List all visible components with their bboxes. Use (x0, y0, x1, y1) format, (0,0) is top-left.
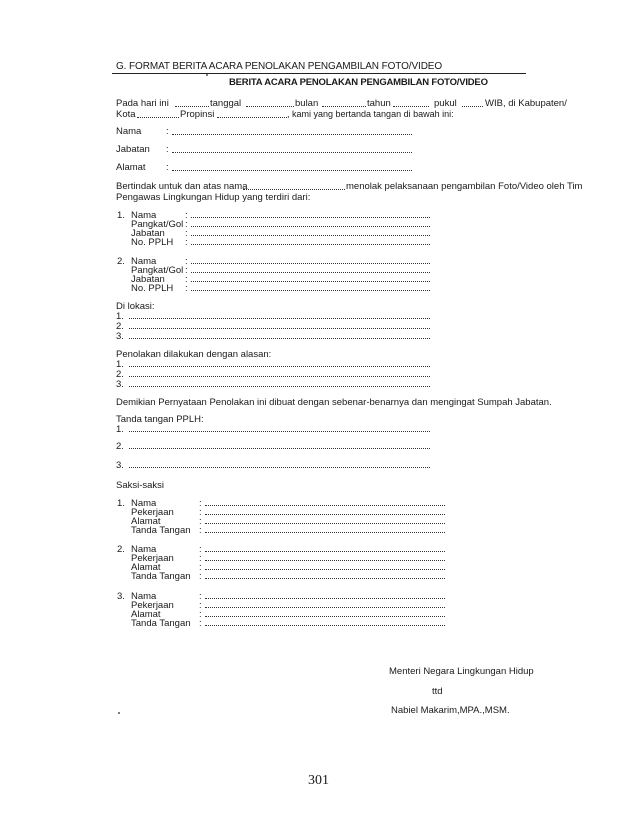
ttd-2-num: 2. (116, 441, 124, 452)
lokasi-2-num: 2. (116, 321, 124, 332)
section-heading: G. FORMAT BERITA ACARA PENOLAKAN PENGAMBILAN FOTO/VIDEO (116, 61, 443, 72)
saksi-2-nama-blank (205, 551, 445, 552)
saksi-2-alamat-blank (205, 569, 445, 570)
saksi-3-pekerjaan-blank (205, 607, 445, 608)
field-jabatan-blank (172, 152, 412, 153)
alasan-1-blank (129, 366, 430, 367)
tahun-blank (393, 106, 429, 107)
team-1-pplh-label: No. PPLH (131, 237, 174, 248)
team-2-pangkat-colon: : (185, 265, 188, 276)
lokasi-1-num: 1. (116, 311, 124, 322)
bertindak-prefix: Bertindak untuk dan atas nama (116, 181, 248, 192)
alasan-2-blank (129, 376, 430, 377)
team-2-pangkat-label: Pangkat/Gol (131, 265, 184, 276)
saksi-1-pekerjaan-blank (205, 514, 445, 515)
opening-bulan: bulan (295, 98, 319, 109)
saksi-3-nama-label: Nama (131, 591, 157, 602)
field-nama-colon: : (166, 126, 169, 137)
saksi-3-ttd-blank (205, 625, 445, 626)
hari-blank (175, 106, 209, 107)
team-member-2-num: 2. (117, 256, 125, 267)
team-2-jabatan-blank (191, 281, 430, 282)
saksi-1-alamat-blank (205, 523, 445, 524)
saksi-3-pekerjaan-colon: : (199, 600, 202, 611)
kota-blank (137, 117, 179, 118)
team-1-jabatan-label: Jabatan (131, 228, 165, 239)
team-1-pangkat-blank (191, 226, 430, 227)
saksi-2-ttd-colon: : (199, 571, 202, 582)
saksi-1-ttd-label: Tanda Tangan (131, 525, 191, 536)
team-1-nama-blank (191, 217, 430, 218)
saksi-1-pekerjaan-label: Pekerjaan (131, 507, 174, 518)
lokasi-3-num: 3. (116, 331, 124, 342)
saksi-2-alamat-colon: : (199, 562, 202, 573)
alasan-1-num: 1. (116, 359, 124, 370)
team-member-1-num: 1. (117, 210, 125, 221)
opening-tanggal: tanggal (210, 98, 242, 109)
lokasi-1-blank (129, 318, 430, 319)
saksi-1-alamat-label: Alamat (131, 516, 161, 527)
ttd-3-num: 3. (116, 460, 124, 471)
saksi-3-num: 3. (117, 591, 125, 602)
team-2-nama-label: Nama (131, 256, 157, 267)
saksi-3-ttd-label: Tanda Tangan (131, 618, 191, 629)
alasan-3-blank (129, 386, 430, 387)
opening-kami: , kami yang bertanda tangan di bawah ini: (287, 109, 454, 119)
team-1-nama-colon: : (185, 210, 188, 221)
opening-kota: Kota (116, 109, 136, 120)
saksi-3-alamat-colon: : (199, 609, 202, 620)
tanggal-blank (246, 106, 294, 107)
signature-name: Nabiel Makarim,MPA.,MSM. (391, 705, 510, 716)
team-1-jabatan-colon: : (185, 228, 188, 239)
opening-pada-hari-ini: Pada hari ini (116, 98, 169, 109)
saksi-2-nama-label: Nama (131, 544, 157, 555)
team-2-jabatan-colon: : (185, 274, 188, 285)
field-alamat-blank (172, 170, 412, 171)
saksi-1-ttd-blank (205, 532, 445, 533)
alasan-label: Penolakan dilakukan dengan alasan: (116, 349, 272, 360)
saksi-2-pekerjaan-label: Pekerjaan (131, 553, 174, 564)
field-alamat-colon: : (166, 162, 169, 173)
saksi-2-pekerjaan-colon: : (199, 553, 202, 564)
team-2-nama-colon: : (185, 256, 188, 267)
bertindak-line2: Pengawas Lingkungan Hidup yang terdiri dari: (116, 192, 311, 203)
field-jabatan-colon: : (166, 144, 169, 155)
pukul-blank (462, 106, 483, 107)
team-2-pplh-colon: : (185, 283, 188, 294)
saksi-2-nama-colon: : (199, 544, 202, 555)
saksi-1-alamat-colon: : (199, 516, 202, 527)
saksi-2-alamat-label: Alamat (131, 562, 161, 573)
bertindak-suffix: menolak pelaksanaan pengambilan Foto/Video oleh Tim (346, 181, 583, 192)
saksi-3-nama-colon: : (199, 591, 202, 602)
team-1-nama-label: Nama (131, 210, 157, 221)
signature-ttd: ttd (432, 686, 443, 697)
demikian-statement: Demikian Pernyataan Penolakan ini dibuat dengan sebenar-benarnya dan mengingat Sumpah Jabatan. (116, 397, 552, 408)
saksi-3-alamat-blank (205, 616, 445, 617)
tanda-tangan-label: Tanda tangan PPLH: (116, 414, 204, 425)
field-nama-blank (172, 134, 412, 135)
signature-title: Menteri Negara Lingkungan Hidup (389, 666, 534, 677)
saksi-2-num: 2. (117, 544, 125, 555)
lokasi-2-blank (129, 328, 430, 329)
team-1-pangkat-label: Pangkat/Gol (131, 219, 184, 230)
team-1-pplh-blank (191, 244, 430, 245)
saksi-1-ttd-colon: : (199, 525, 202, 536)
field-nama-label: Nama (116, 126, 142, 137)
ttd-1-num: 1. (116, 424, 124, 435)
saksi-label: Saksi-saksi (116, 480, 165, 491)
scan-speck (118, 712, 120, 714)
alasan-2-num: 2. (116, 369, 124, 380)
ttd-2-blank (129, 448, 430, 449)
saksi-2-ttd-label: Tanda Tangan (131, 571, 191, 582)
opening-wib: WIB, di Kabupaten/ (485, 98, 567, 109)
opening-pukul: pukul (434, 98, 457, 109)
saksi-3-alamat-label: Alamat (131, 609, 161, 620)
alasan-3-num: 3. (116, 379, 124, 390)
bertindak-blank (243, 189, 345, 190)
lokasi-3-blank (129, 338, 430, 339)
propinsi-blank (217, 117, 287, 118)
team-2-jabatan-label: Jabatan (131, 274, 165, 285)
team-1-jabatan-blank (191, 235, 430, 236)
saksi-1-nama-colon: : (199, 498, 202, 509)
opening-propinsi: Propinsi (180, 109, 215, 120)
page-number: 301 (308, 773, 329, 788)
lokasi-label: Di lokasi: (116, 301, 155, 312)
saksi-1-nama-blank (205, 505, 445, 506)
saksi-1-pekerjaan-colon: : (199, 507, 202, 518)
saksi-1-num: 1. (117, 498, 125, 509)
saksi-1-nama-label: Nama (131, 498, 157, 509)
team-1-pplh-colon: : (185, 237, 188, 248)
document-title: BERITA ACARA PENOLAKAN PENGAMBILAN FOTO/VIDEO (229, 77, 488, 88)
team-2-nama-blank (191, 263, 430, 264)
saksi-3-pekerjaan-label: Pekerjaan (131, 600, 174, 611)
team-2-pangkat-blank (191, 272, 430, 273)
scan-speck (206, 74, 208, 76)
saksi-2-ttd-blank (205, 578, 445, 579)
saksi-2-pekerjaan-blank (205, 560, 445, 561)
field-alamat-label: Alamat (116, 162, 146, 173)
saksi-3-ttd-colon: : (199, 618, 202, 629)
saksi-3-nama-blank (205, 598, 445, 599)
opening-tahun: tahun (367, 98, 391, 109)
team-1-pangkat-colon: : (185, 219, 188, 230)
ttd-3-blank (129, 467, 430, 468)
header-rule (112, 73, 526, 74)
team-2-pplh-blank (191, 290, 430, 291)
ttd-1-blank (129, 431, 430, 432)
field-jabatan-label: Jabatan (116, 144, 150, 155)
team-2-pplh-label: No. PPLH (131, 283, 174, 294)
bulan-blank (322, 106, 366, 107)
